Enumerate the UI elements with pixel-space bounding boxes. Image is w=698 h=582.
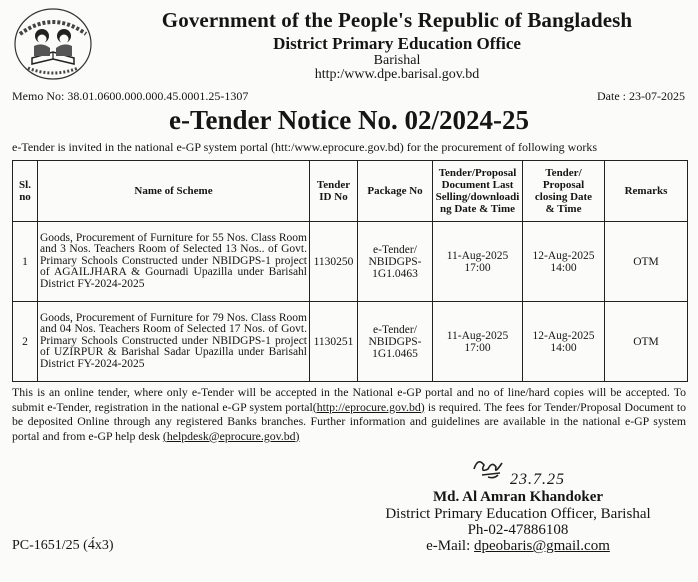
row-scheme: Goods, Procurement of Furniture for 55 Nos. Class Room and 3 Nos. Teachers Room of Selected 13 Nos.. of Govt. Primary Schools Constructed under NBIDGPS-1 project of AGAILJHARA & Gournadi Upazilla under Barisahl District FY-2024-2025 — [38, 222, 310, 302]
signatory-email: e-Mail: dpeobaris@gmail.com — [426, 538, 610, 554]
office-name: District Primary Education Office — [273, 34, 521, 53]
row-sl: 1 — [13, 222, 38, 302]
children-reading-logo-icon — [12, 6, 94, 82]
table-row — [13, 302, 688, 382]
tender-table — [12, 160, 688, 382]
signatory-name: Md. Al Amran Khandoker — [432, 489, 604, 505]
col-header-closing: Tender/ Proposal closing Date & Time — [523, 161, 605, 222]
row-package: e-Tender/ NBIDGPS-1G1.0465 — [358, 302, 433, 382]
notice-title: e-Tender Notice No. 02/2024-25 — [169, 105, 529, 135]
memo-number: Memo No: 38.01.0600.000.000.45.0001.25-1307 — [12, 89, 249, 103]
row-doc-date: 11-Aug-2025 17:00 — [433, 222, 523, 302]
col-header-tender-id: Tender ID No — [310, 161, 358, 222]
instructions-paragraph: This is an online tender, where only e-Tender will be accepted in the National e-GP portal and no of line/hard copies will be accepted. To submit e-Tender, registration in the national e-GP system portal(http://eprocure.gov.bd) is required. The fees for Tender/Proposal Document to be deposited Online through any registered Banks branches. Further information and guidelines are available in the national e-GP system portal and from e-GP help desk (helpdesk@eprocure.gov.bd) — [12, 385, 686, 443]
memo-date: Date : 23-07-2025 — [597, 89, 685, 103]
eprocure-link[interactable]: (http://eprocure.gov.bd) — [312, 399, 425, 414]
government-title: Government of the People's Republic of Bangladesh — [161, 8, 633, 32]
col-header-scheme: Name of Scheme — [38, 161, 310, 222]
pc-reference: PC-1651/25 (4́x3) — [12, 538, 114, 553]
office-city: Barishal — [373, 53, 421, 68]
col-header-package: Package No — [358, 161, 433, 222]
email-link[interactable]: dpeobaris@gmail.com — [474, 538, 610, 554]
row-package: e-Tender/ NBIDGPS-1G1.0463 — [358, 222, 433, 302]
signatory-designation: District Primary Education Officer, Barishal — [385, 506, 651, 522]
col-header-doc-date: Tender/Proposal Document Last Selling/downloadi ng Date & Time — [433, 161, 523, 222]
row-tender-id: 1130250 — [310, 222, 358, 302]
table-header-row — [13, 161, 688, 222]
col-header-sl: Sl. no — [13, 161, 38, 222]
row-sl: 2 — [13, 302, 38, 382]
row-remarks: OTM — [605, 302, 688, 382]
row-tender-id: 1130251 — [310, 302, 358, 382]
dpe-logo — [12, 6, 94, 82]
col-header-remarks: Remarks — [605, 161, 688, 222]
helpdesk-link[interactable]: (helpdesk@eprocure.gov.bd) — [162, 428, 300, 443]
row-remarks: OTM — [605, 222, 688, 302]
row-close-date: 12-Aug-2025 14:00 — [523, 302, 605, 382]
row-scheme: Goods, Procurement of Furniture for 79 Nos. Class Room and 04 Nos. Teachers Room of Selected 17 Nos. of Govt. Primary Schools Constructed under NBIDGPS-1 project of UZIRPUR & Barishal Sadar Upazilla under Barisahl District FY-2024-2025 — [38, 302, 310, 382]
office-website: http:/www.dpe.barisal.gov.bd — [314, 67, 480, 82]
table-row — [13, 222, 688, 302]
row-doc-date: 11-Aug-2025 17:00 — [433, 302, 523, 382]
notice-intro: e-Tender is invited in the national e-GP system portal (htt:/www.eprocure.gov.bd) for the procurement of following works — [12, 140, 598, 154]
row-close-date: 12-Aug-2025 14:00 — [523, 222, 605, 302]
signature-date: 23.7.25 — [510, 471, 565, 488]
signatory-phone: Ph-02-47886108 — [467, 522, 569, 538]
